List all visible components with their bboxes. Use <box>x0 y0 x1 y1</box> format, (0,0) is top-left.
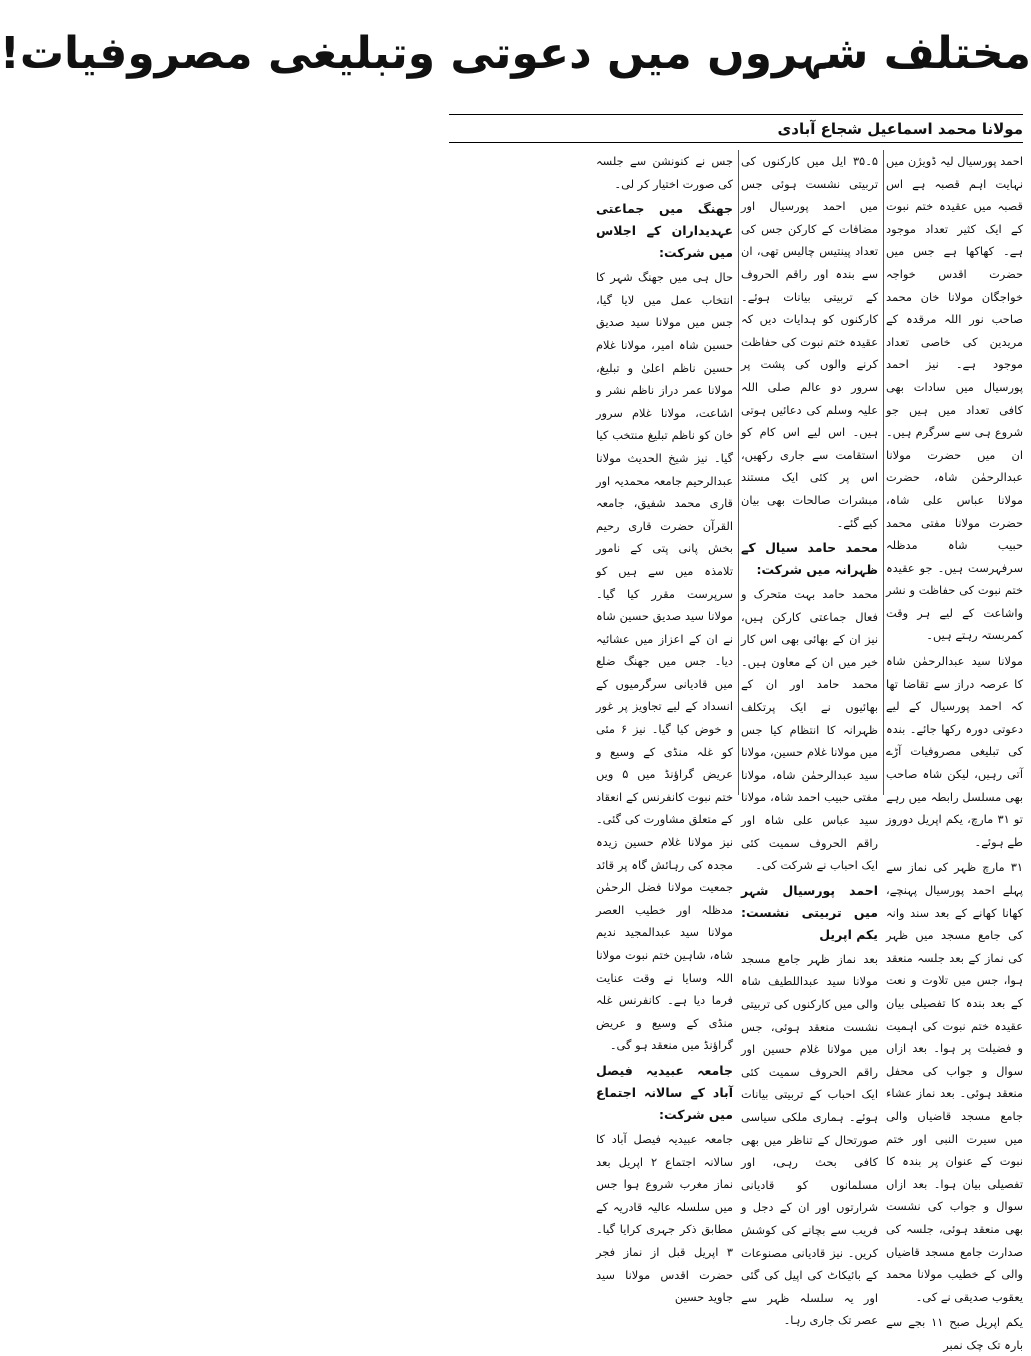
article-column-3 <box>596 150 733 1305</box>
column-1-paragraph-4: یکم اپریل صبح ۱۱ بجے سے بارہ تک چک نمبر <box>886 1315 1023 1352</box>
column-3-paragraph-3: جامعہ عبیدیہ فیصل آباد کا سالانہ اجتماع ۲ اپریل بعد نماز مغرب شروع ہوا جس میں سلسلہ عالیہ قادریہ کے مطابق ذکر جہری کرایا گیا۔ ۳ اپریل قبل از نماز فجر حضرت اقدس مولانا سید جاوید حسین <box>596 1131 733 1305</box>
column-2-heading-2: احمد پورسیال شہر میں تربیتی نشست: یکم اپریل <box>741 882 878 942</box>
column-2-paragraph-3: بعد نماز ظہر جامع مسجد مولانا سید عبداللطیف شاہ والی میں کارکنوں کی تربیتی نشست منعقد ہوئی، جس میں مولانا غلام حسین اور راقم الحروف سمیت کئی ایک احباب کے تربیتی بیانات ہوئے۔ ہماری ملکی سیاسی صورتحال کے تناظر میں بھی کافی بحث رہی، اور مسلمانوں کو قادیانی شرارتوں اور ان کے دجل و فریب سے بچانے کی کوشش کریں۔ نیز قادیانی مصنوعات کے بائیکاٹ کی اپیل کی گئی اور یہ سلسلہ ظہر سے عصر تک جاری رہا۔ <box>741 951 878 1328</box>
column-separator <box>738 150 739 795</box>
rule-bottom <box>449 142 1023 143</box>
article-column-2 <box>741 150 878 1328</box>
byline-bar <box>441 118 1031 140</box>
article-column-1 <box>886 150 1023 1352</box>
column-3-paragraph-1: جس نے کنونشن سے جلسہ کی صورت اختیار کر لی۔ <box>596 154 733 191</box>
column-separator <box>883 150 884 795</box>
column-2-heading-1: محمد حامد سیال کے ظہرانہ میں شرکت: <box>741 540 878 578</box>
column-1-paragraph-2: مولانا سید عبدالرحمٰن شاہ کا عرصہ دراز سے تقاضا تھا کہ احمد پورسیال کے لیے دعوتی دورہ رکھا جائے۔ بندہ کی تبلیغی مصروفیات آڑے آتی رہیں، لیکن شاہ صاحب بھی مسلسل رابطہ میں رہے تو ۳۱ مارچ، یکم اپریل دوروز طے ہوئے۔ <box>886 654 1023 849</box>
headline: مختلف شہروں میں دعوتی وتبلیغی مصروفیات! <box>0 28 1031 79</box>
column-3-paragraph-2: حال ہی میں جھنگ شہر کا انتخاب عمل میں لایا گیا، جس میں مولانا سید صدیق حسین شاہ امیر، مولانا غلام حسین ناظم اعلیٰ و تبلیغ، مولانا عمر دراز ناظم نشر و اشاعت، مولانا غلام سرور خان کو ناظم تبلیغ منتخب کیا گیا۔ نیز شیخ الحدیث مولانا عبدالرحیم جامعہ محمدیہ اور قاری محمد شفیق، جامعہ القرآن حضرت قاری رحیم بخش پانی پتی کے نامور تلامذہ میں سے ہیں کو سرپرست مقرر کیا گیا۔ مولانا سید صدیق حسین شاہ نے ان کے اعزاز میں عشائیہ دیا۔ جس میں جھنگ ضلع میں قادیانی سرگرمیوں کے انسداد کے لیے تجاویز پر غور و خوض کیا گیا۔ نیز ۶ مئی کو غلہ منڈی کے وسیع و عریض گراؤنڈ میں ۵ ویں ختم نبوت کانفرنس کے انعقاد کے متعلق مشاورت کی گئی۔ نیز مولانا غلام حسین زیدہ مجدہ کی رہائش گاہ پر قائد جمعیت مولانا فضل الرحمٰن مدظلہ اور خطیب العصر مولانا سید عبدالمجید ندیم شاہ، شاہین ختم نبوت مولانا اللہ وسایا نے وقت عنایت فرما دیا ہے۔ کانفرنس غلہ منڈی کے وسیع و عریض گراؤنڈ میں منعقد ہو گی۔ <box>596 270 733 1053</box>
column-2-paragraph-2: محمد حامد بہت متحرک و فعال جماعتی کارکن ہیں، نیز ان کے بھائی بھی اس کار خیر میں ان کے معاون ہیں۔ محمد حامد اور ان کے بھائیوں نے ایک پرتکلف ظہرانہ کا انتظام کیا جس میں مولانا غلام حسین، مولانا سید عبدالرحمٰن شاہ، مولانا مفتی حبیب احمد شاہ، مولانا سید عباس علی شاہ اور راقم الحروف سمیت کئی ایک احباب نے شرکت کی۔ <box>741 587 878 873</box>
rule-top <box>449 114 1023 115</box>
column-3-heading-2: جامعہ عبیدیہ فیصل آباد کے سالانہ اجتماع میں شرکت: <box>596 1062 733 1122</box>
byline: مولانا محمد اسماعیل شجاع آبادی <box>777 120 1023 138</box>
column-2-paragraph-1: ۵۔۳۵ ایل میں کارکنوں کی تربیتی نشست ہوئی جس میں احمد پورسیال اور مضافات کے کارکن جس کی تعداد پینتیس چالیس تھی، ان سے بندہ اور راقم الحروف کے تربیتی بیانات ہوئے۔ کارکنوں کو ہدایات دیں کہ عقیدہ ختم نبوت کی حفاظت کرنے والوں کی پشت پر سرور دو عالم صلی اللہ علیہ وسلم کی دعائیں ہوتی ہیں۔ اس لیے اس کام کو استقامت سے جاری رکھیں، اس پر کئی ایک مستند مبشرات صالحات بھی بیان کیے گئے۔ <box>741 154 878 530</box>
column-1-paragraph-1: احمد پورسیال لیہ ڈویژن میں نہایت اہم قصبہ ہے اس قصبہ میں عقیدہ ختم نبوت کے ایک کثیر تعداد موجود ہے۔ کھاکھا ہے جس میں حضرت اقدس خواجہ خواجگان مولانا خان محمد صاحب نور اللہ مرقدہ کے مریدین کی خاصی تعداد موجود ہے۔ نیز احمد پورسیال میں سادات بھی کافی تعداد میں ہیں جو شروع ہی سے سرگرم ہیں۔ ان میں حضرت مولانا عبدالرحمٰن شاہ، حضرت مولانا عباس علی شاہ، حضرت مولانا مفتی محمد حبیب شاہ مدظلہ سرفہرست ہیں۔ جو عقیدہ ختم نبوت کی حفاظت و نشر واشاعت کے لیے ہر وقت کمربستہ رہتے ہیں۔ <box>886 154 1023 643</box>
column-3-heading-1: جھنگ میں جماعتی عہدیداران کے اجلاس میں شرکت: <box>596 201 733 261</box>
column-1-paragraph-3: ۳۱ مارچ ظہر کی نماز سے پہلے احمد پورسیال پہنچے، کھانا کھانے کے بعد سند وانہ کی جامع مسجد میں ظہر کی نماز کے بعد جلسہ منعقد ہوا، جس میں تلاوت و نعت کے بعد بندہ کا تفصیلی بیان عقیدہ ختم نبوت کی اہمیت و فضیلت پر ہوا۔ بعد ازاں سوال و جواب کی محفل منعقد ہوئی۔ بعد نماز عشاء جامع مسجد قاضیاں والی میں سیرت النبی اور ختم نبوت کے عنوان پر بندہ کا تفصیلی بیان ہوا۔ بعد ازاں سوال و جواب کی نشست بھی منعقد ہوئی، جلسہ کی صدارت جامع مسجد قاضیاں والی کے خطیب مولانا محمد یعقوب صدیقی نے کی۔ <box>886 860 1023 1304</box>
